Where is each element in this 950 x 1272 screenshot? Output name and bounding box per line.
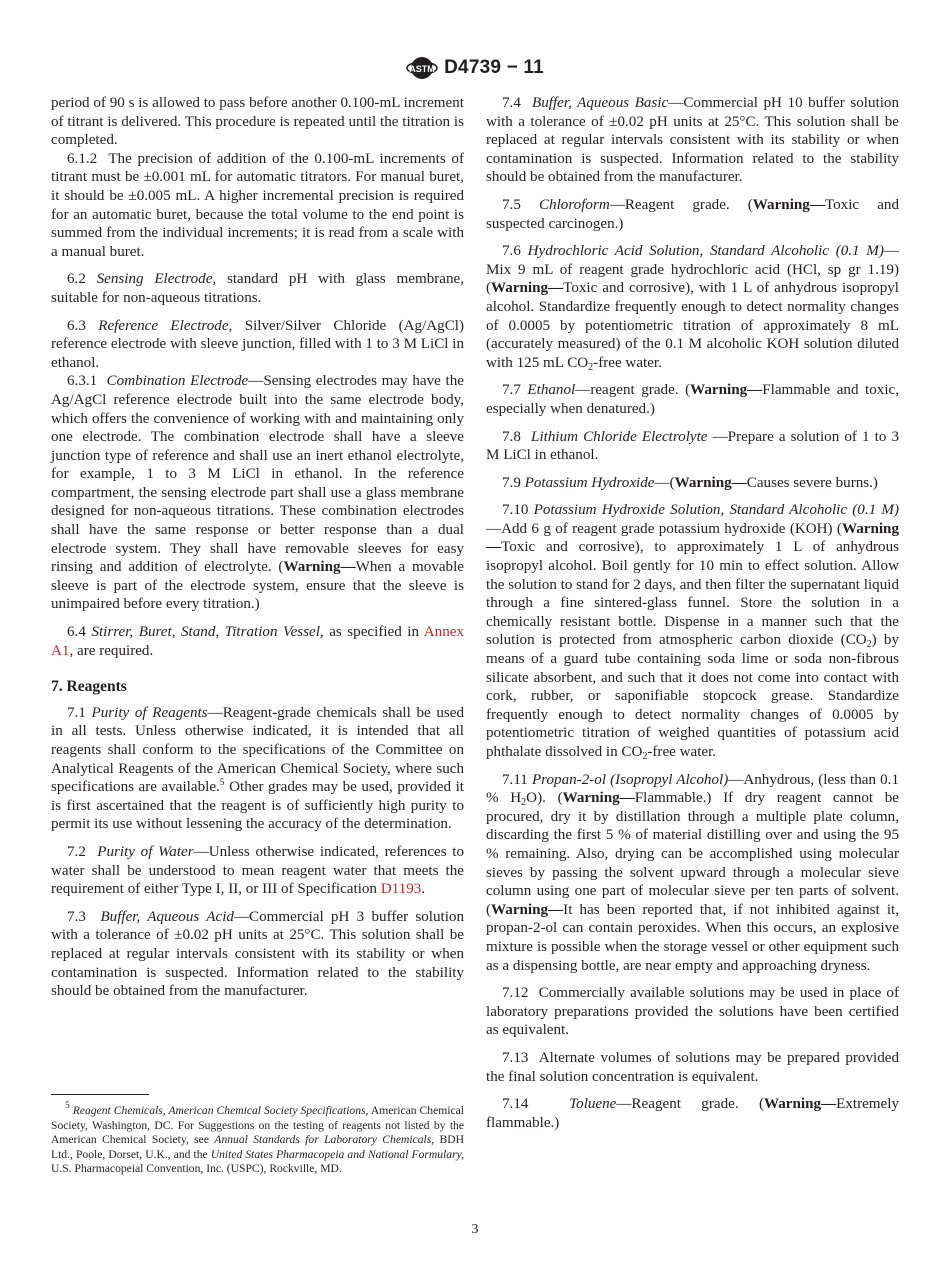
paragraph-7-5: 7.5 Chloroform—Reagent grade. (Warning—Toxic and suspected carcinogen.) bbox=[486, 196, 899, 232]
paragraph-7-9: 7.9 Potassium Hydroxide—(Warning—Causes severe burns.) bbox=[502, 474, 878, 491]
paragraph-6-4: 6.4 Stirrer, Buret, Stand, Titration Vessel, as specified in Annex A1, are required. bbox=[51, 624, 464, 659]
paragraph-7-7: 7.7 Ethanol—reagent grade. (Warning—Flammable and toxic, especially when denatured.) bbox=[486, 382, 899, 417]
d1193-link[interactable]: D1193 bbox=[380, 881, 422, 898]
paragraph-6-1-2: 6.1.2 The precision of addition of the 0.100-mL increments of titrant must be ±0.001 mL for automatic titrators. For manual buret, it should be ±0.005 mL. A higher incremental precision is required for an automatic buret, because the total volume to the end point is summed from the individual increments; it is read from a scale with a manual buret. bbox=[51, 150, 464, 260]
astm-logo-icon bbox=[406, 54, 438, 82]
paragraph-7-11: 7.11 Propan-2-ol (Isopropyl Alcohol)—Anhydrous, (less than 0.1 % $H_2O$). (Warning—Flammable.) If dry reagent cannot be procured, dry it by distillation through a multiple plate column, discarding the first 5 % of material distilling over and using the 95 % remaining. Also, drying can be accomplished using molecular sieves by passing the solvent upward through a molecular sieve column using one part of molecular sieve per ten parts of solvent. (Warning—It has been reported that, if not inhibited against it, propan-2-ol can contain peroxides. When this occurs, an explosive mixture is possible when the storage vessel or other equipment such as a dispensing bottle, are near empty and approaching dryness. bbox=[486, 771, 900, 974]
paragraph-7-4: 7.4 Buffer, Aqueous Basic—Commercial pH 10 buffer solution with a tolerance of ±0.02 pH units at 25°C. This solution shall be replaced at regular intervals consistent with its stability or when contamination is suspected. Information related to the stability should be obtained from the manufacturer. bbox=[486, 95, 899, 186]
section-heading-reagents: 7. Reagents bbox=[51, 678, 127, 696]
paragraph-7-2: 7.2 Purity of Water—Unless otherwise indicated, references to water shall be understood to mean reagent water that meets the requirement of either Type I, II, or III of Specification D1193. bbox=[51, 843, 465, 898]
paragraph-6-1-1-cont: period of 90 s is allowed to pass before another 0.100-mL increment of titrant is delivered. This procedure is repeated until the titration is completed. bbox=[51, 95, 464, 149]
page-header bbox=[0, 54, 950, 87]
paragraph-6-3: 6.3 Reference Electrode, Silver/Silver Chloride (Ag/AgCl) reference electrode with sleeve junction, filled with 1 to 3 M LiCl in ethanol. bbox=[51, 317, 464, 371]
annex-a1-link[interactable]: Annex A1 bbox=[51, 624, 464, 659]
paragraph-7-13: 7.13 Alternate volumes of solutions may be prepared provided the final solution concentration is equivalent. bbox=[486, 1049, 899, 1085]
paragraph-7-8: 7.8 Lithium Chloride Electrolyte —Prepare a solution of 1 to 3 M LiCl in ethanol. bbox=[486, 428, 899, 464]
document-id: D4739 − 11 bbox=[444, 57, 544, 78]
footnote-5: $^5$ Reagent Chemicals, American Chemical Society Specifications, American Chemical Society, Washington, DC. For Suggestions on the testing of reagents not listed by the American Chemical Society, see Annual Standards for Laboratory Chemicals, BDH Ltd., Poole, Dorset, U.K., and the United States Pharmacopeia and National Formulary, U.S. Pharmacopeial Convention, Inc. (USPC), Rockville, MD. bbox=[51, 1101, 464, 1176]
paragraph-7-10: 7.10 Potassium Hydroxide Solution, Standard Alcoholic (0.1 M)—Add 6 g of reagent grade potassium hydroxide (KOH) (Warning—Toxic and corrosive), to approximately 1 L of anhydrous isopropyl alcohol. Boil gently for 10 min to effect solution. Allow the solution to stand for 2 days, and then filter the supernatant liquid through a fine sintered-glass funnel. Store the solution in a chemically resistant bottle. Dispense in a manner such that the solution is protected from atmospheric carbon dioxide $(CO_2)$ by means of a guard tube containing soda lime or soda non-fibrous silicate absorbent, and such that it does not come into contact with cork, rubber, or saponifiable stopcock grease. Standardize frequently enough to detect normality changes of 0.0005 by potentiometric titration of weighed quantities of potassium acid phthalate dissolved in $CO_2$-free water. bbox=[486, 502, 899, 762]
right-column bbox=[486, 94, 899, 1141]
paragraph-7-6: 7.6 Hydrochloric Acid Solution, Standard Alcoholic (0.1 M)—Mix 9 mL of reagent grade hydrochloric acid (HCl, sp gr 1.19) (Warning—Toxic and corrosive), with 1 L of anhydrous isopropyl alcohol. Standardize frequently enough to detect normality changes of 0.0005 by potentiometric titration of approximately 8 mL (accurately measured) of the 0.1 M alcoholic KOH solution diluted with 125 mL $CO_2$-free water. bbox=[486, 243, 899, 373]
paragraph-7-3: 7.3 Buffer, Aqueous Acid—Commercial pH 3 buffer solution with a tolerance of ±0.02 pH units at 25°C. This solution shall be replaced at regular intervals consistent with its stability or when contamination is suspected. Information related to the stability should be obtained from the manufacturer. bbox=[51, 908, 465, 1000]
paragraph-6-3-1: 6.3.1 Combination Electrode—Sensing electrodes may have the Ag/AgCl reference electrode built into the same electrode body, which offers the convenience of working with and maintaining only one electrode. The combination electrode shall have a sleeve junction type of reference and shall use an inert ethanol electrolyte, for example, 1 to 3 M LiCl in ethanol. In the reference compartment, the sensing electrode part shall use a glass membrane designed for non-aqueous titrations. These combination electrodes shall have the same response or better response than a dual electrode system. They shall have removable sleeves for easy rinsing and addition of electrolyte. (Warning—When a movable sleeve is part of the electrode system, ensure that the sleeve is unimpaired before every titration.) bbox=[51, 373, 465, 613]
paragraph-7-1: 7.1 Purity of Reagents—Reagent-grade chemicals shall be used in all tests. Unless otherwise indicated, it is intended that all reagents shall conform to the specifications of the Committee on Analytical Reagents of the American Chemical Society, where such specifications are available.$^5$ Other grades may be used, provided it is first ascertained that the reagent is of sufficiently high purity to permit its use without lessening the accuracy of the determination. bbox=[51, 704, 465, 833]
svg-text:ASTM: ASTM bbox=[409, 64, 435, 74]
page-number: 3 bbox=[471, 1222, 479, 1237]
paragraph-6-2: 6.2 Sensing Electrode, standard pH with glass membrane, suitable for non-aqueous titrations. bbox=[51, 271, 465, 306]
footnote-ref-5[interactable]: 5 bbox=[219, 778, 225, 789]
footnote-divider bbox=[51, 1094, 149, 1095]
left-column bbox=[51, 94, 464, 1010]
paragraph-7-14: 7.14 Toluene—Reagent grade. (Warning—Extremely flammable.) bbox=[486, 1096, 899, 1131]
paragraph-7-12: 7.12 Commercially available solutions may be used in place of laboratory preparations provided the solutions have been certified as equivalent. bbox=[486, 985, 900, 1039]
